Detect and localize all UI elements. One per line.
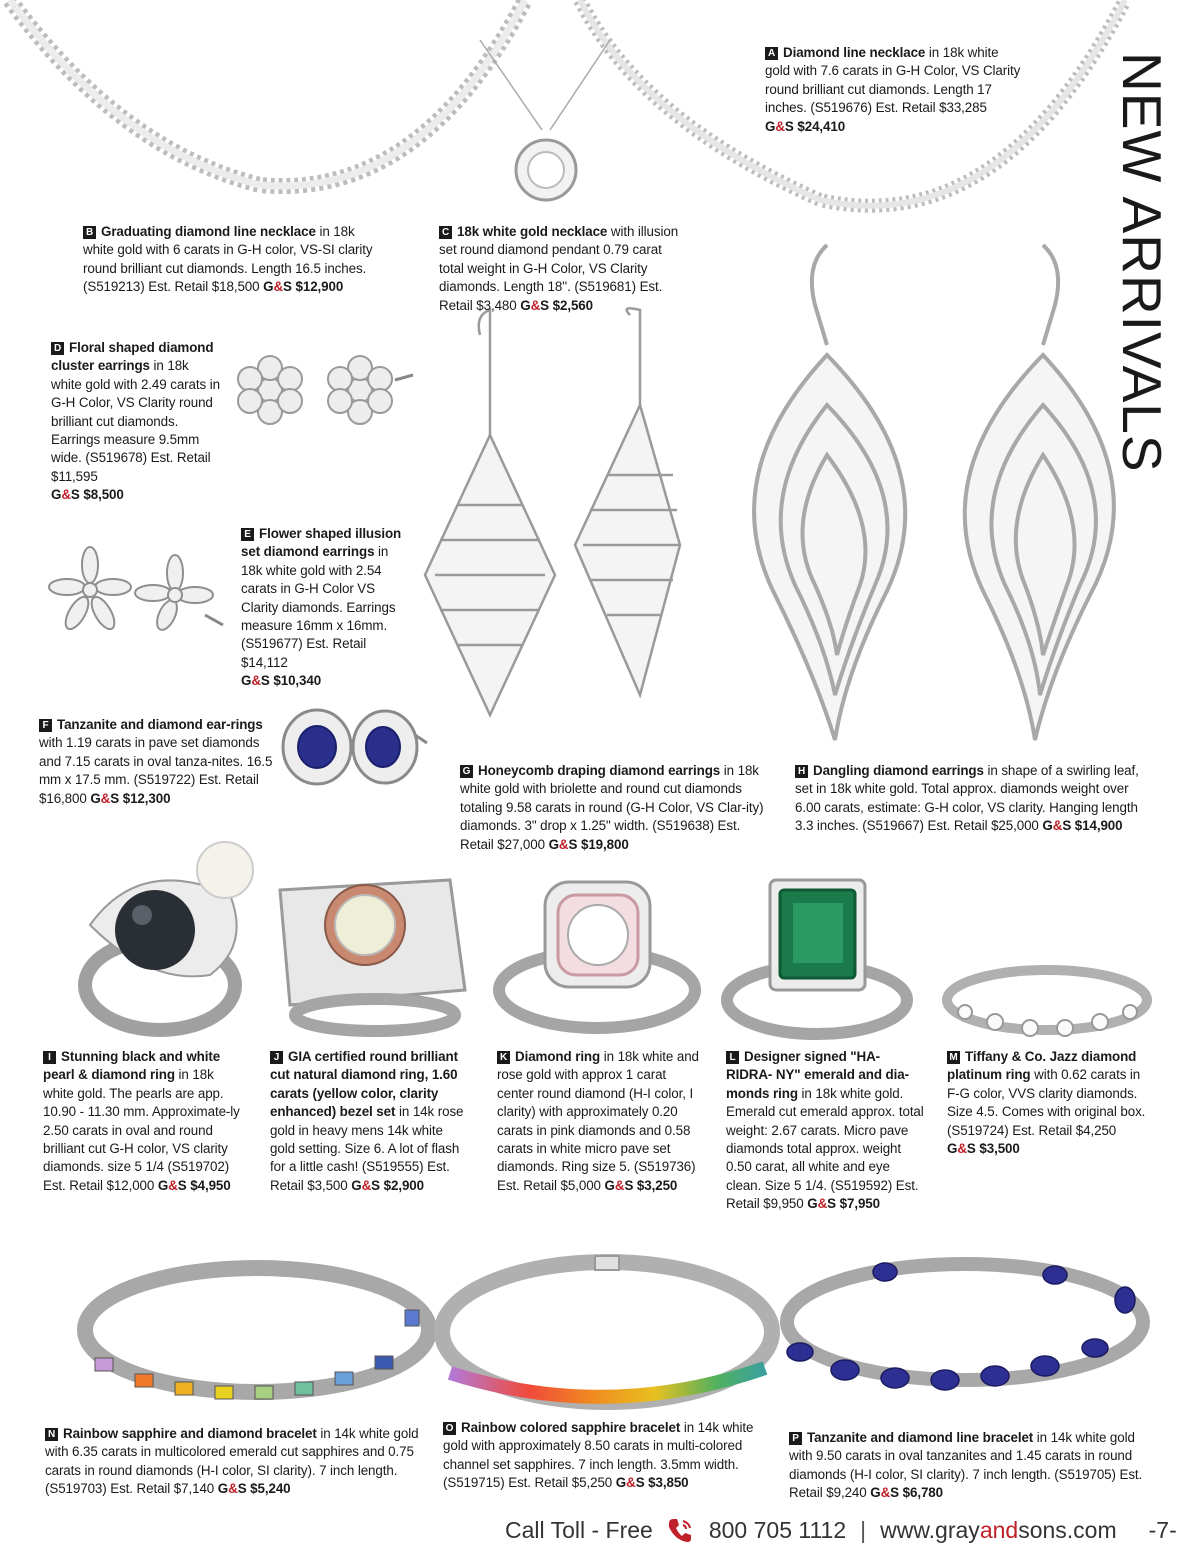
- page-number: -7-: [1148, 1516, 1177, 1543]
- item-o-description: O Rainbow colored sapphire bracelet in 14k white gold with approximately 8.50 carats in multi-colored channel set sapphires. 7 inch length. 3.5mm width. (S519715) Est. Retail $5,250 G&S $3,850: [443, 1420, 754, 1491]
- item-price: $3,250: [636, 1177, 678, 1193]
- item-desc: with 0.62 carats in F-G color, VVS clarity diamonds. Size 4.5. Comes with original box. (S519724) Est. Retail $4,250: [947, 1067, 1146, 1138]
- item-price: $24,410: [797, 118, 846, 134]
- item-price: $6,780: [902, 1485, 943, 1501]
- item-c-description: C 18k white gold necklace with illusion set round diamond pendant 0.79 carat total weight in G-H Color, VS Clarity diamonds. Length 18''. (S519681) Est. Retail $3,480 G&S $2,560: [439, 224, 679, 313]
- item-title: GIA certified round brilliant cut natural diamond ring, 1.60 carats (yellow color, clarity enhanced) bezel set: [270, 1049, 458, 1120]
- item-price: $3,850: [648, 1475, 689, 1491]
- item-price: $19,800: [580, 836, 629, 852]
- item-n-description: N Rainbow sapphire and diamond bracelet in 14k white gold with 6.35 carats in multicolored emerald cut sapphires and 0.75 carats in round diamonds (H-I color, SI clarity). 7 inch length. (S519703) Est. Retail $7,140 G&S $5,240: [45, 1426, 419, 1497]
- item-title: Stunning black and white pearl & diamond ring: [43, 1049, 221, 1083]
- ring-m-image: [940, 960, 1155, 1040]
- new-arrivals-title: NEW ARRIVALS: [1111, 52, 1173, 473]
- item-letter-badge: C: [439, 226, 452, 239]
- item-price: $3,500: [979, 1141, 1020, 1157]
- item-desc: with 1.19 carats in pave set diamonds and 7.15 carats in oval tanza-nites. 16.5 mm x 17.5 mm. (S519722) Est. Retail $16,800: [39, 735, 273, 806]
- item-price: $10,340: [273, 673, 322, 689]
- item-f-description: F Tanzanite and diamond ear-rings with 1.19 carats in pave set diamonds and 7.15 carats in oval tanza-nites. 16.5 mm x 17.5 mm. (S519722) Est. Retail $16,800 G&S $12,300: [39, 717, 273, 806]
- item-letter-badge: N: [45, 1428, 58, 1441]
- item-k-description: K Diamond ring in 18k white and rose gold with approx 1 carat center round diamond (H-I color, I clarity) with approximately 0.20 carats in pink diamonds and 0.58 carats in white micro pave set diamonds. Ring size 5. (S519736) Est. Retail $5,000 G&S $3,250: [497, 1049, 699, 1193]
- item-desc: in 18k white and rose gold with approx 1 carat center round diamond (H-I color, I clarity) with approximately 0.20 carats in pink diamonds and 0.58 carats in white micro pave set diamonds. Ring size 5. (S519736) Est. Retail $5,000: [497, 1049, 699, 1193]
- item-title: Rainbow sapphire and diamond bracelet: [63, 1426, 317, 1441]
- item-title: Dangling diamond earrings: [813, 763, 984, 778]
- item-letter-badge: M: [947, 1051, 960, 1064]
- item-letter-badge: L: [726, 1051, 739, 1064]
- item-price: $12,900: [295, 279, 344, 295]
- item-letter-badge: A: [765, 47, 778, 60]
- item-price: $2,900: [383, 1177, 424, 1193]
- necklace-c-image: [470, 0, 630, 210]
- item-l-description: L Designer signed "HA-RIDRA- NY" emerald and dia-monds ring in 18k white gold. Emerald cut emerald approx. total weight: 2.67 carats. Micro pave diamonds total approx. weight 0.50 carat, all white and eye clean. Size 5 1/4. (S519592) Est. Retail $9,950 G&S $7,950: [726, 1049, 924, 1212]
- item-letter-badge: E: [241, 528, 254, 541]
- item-letter-badge: H: [795, 765, 808, 778]
- item-desc: in 18k white gold with 2.49 carats in G-H Color, VS Clarity round brilliant cut diamonds. Earrings measure 9.5mm wide. (S519678) Est. Retail $11,595: [51, 358, 220, 484]
- item-letter-badge: K: [497, 1051, 510, 1064]
- necklace-b-image: [0, 0, 540, 200]
- earrings-h-image: [715, 235, 1145, 750]
- earrings-f-image: [275, 705, 430, 790]
- item-letter-badge: D: [51, 342, 64, 355]
- item-letter-badge: B: [83, 226, 96, 239]
- website-url[interactable]: www.grayandsons.com: [880, 1516, 1117, 1543]
- ring-l-image: [715, 875, 920, 1040]
- item-price: $14,900: [1074, 818, 1123, 834]
- item-d-description: D Floral shaped diamond cluster earrings in 18k white gold with 2.49 carats in G-H Color, VS Clarity round brilliant cut diamonds. Earrings measure 9.5mm wide. (S519678) Est. Retail $11,595 G&S $8,500: [51, 340, 220, 503]
- item-letter-badge: I: [43, 1051, 56, 1064]
- item-h-description: H Dangling diamond earrings in shape of a swirling leaf, set in 18k white gold. Total approx. diamonds weight over 6.00 carats, estimate: G-H color, VS clarity. Hanging length 3.3 inches. (S519667) Est. Retail $25,000 G&S $14,900: [795, 763, 1139, 834]
- bracelet-n-image: [75, 1250, 440, 1410]
- item-letter-badge: O: [443, 1422, 456, 1435]
- item-desc: with illusion set round diamond pendant 0.79 carat total weight in G-H Color, VS Clarity diamonds. Length 18''. (S519681) Est. Retail $3,480: [439, 224, 679, 313]
- item-a-description: A Diamond line necklace in 18k white gold with 7.6 carats in G-H Color, VS Clarity round brilliant cut diamonds. Length 17 inches. (S519676) Est. Retail $33,285 G&S $24,410: [765, 45, 1021, 134]
- item-title: Graduating diamond line necklace: [101, 224, 316, 239]
- item-title: Rainbow colored sapphire bracelet: [461, 1420, 681, 1435]
- bracelet-p-image: [775, 1240, 1155, 1405]
- earrings-e-image: [45, 545, 225, 640]
- item-title: 18k white gold necklace: [457, 224, 608, 239]
- ring-k-image: [490, 870, 705, 1040]
- call-label: Call Toll - Free: [505, 1516, 653, 1543]
- footer: [505, 1513, 1177, 1547]
- item-j-description: J GIA certified round brilliant cut natural diamond ring, 1.60 carats (yellow color, clarity enhanced) bezel set in 14k rose gold in heavy mens 14k white gold setting. Size 6. A lot of flash for a little cash! (S519555) Est. Retail $3,500 G&S $2,900: [270, 1049, 464, 1193]
- item-price: $7,950: [839, 1196, 880, 1212]
- item-title: Diamond line necklace: [783, 45, 926, 60]
- item-letter-badge: P: [789, 1432, 802, 1445]
- item-title: Tiffany & Co. Jazz diamond platinum ring: [947, 1049, 1137, 1083]
- item-desc: in 14k rose gold in heavy mens 14k white gold setting. Size 6. A lot of flash for a little cash! (S519555) Est. Retail $3,500: [270, 1104, 464, 1193]
- item-desc: in 14k white gold with 6.35 carats in multicolored emerald cut sapphires and 0.75 carats in round diamonds (H-I color, SI clarity). 7 inch length. (S519703) Est. Retail $7,140: [45, 1426, 419, 1497]
- item-i-description: I Stunning black and white pearl & diamond ring in 18k white gold. The pearls are app. 10.90 - 11.30 mm. Approximate-ly 2.50 carats in oval and round brilliant cut G-H color, VS clarity diamonds. size 5 1/4 (S519702) Est. Retail $12,000 G&S $4,950: [43, 1049, 240, 1193]
- item-title: Designer signed "HA-RIDRA- NY" emerald and dia-monds ring: [726, 1049, 909, 1101]
- item-desc: in 18k white gold. The pearls are app. 10.90 - 11.30 mm. Approximate-ly 2.50 carats in oval and round brilliant cut G-H color, VS clarity diamonds. size 5 1/4 (S519702) Est. Retail $12,000: [43, 1067, 240, 1193]
- item-letter-badge: J: [270, 1051, 283, 1064]
- item-m-description: M Tiffany & Co. Jazz diamond platinum ring with 0.62 carats in F-G color, VVS clarity diamonds. Size 4.5. Comes with original box. (S519724) Est. Retail $4,250 G&S $3,500: [947, 1049, 1146, 1157]
- item-title: Flower shaped illusion set diamond earrings: [241, 526, 402, 560]
- item-title: Diamond ring: [515, 1049, 601, 1064]
- item-desc: in 14k white gold with 9.50 carats in oval tanzanites and 1.45 carats in round diamonds (H-I color, SI clarity). 7 inch length. (S519705) Est. Retail $9,240: [789, 1430, 1143, 1501]
- item-desc: in 18k white gold. Emerald cut emerald approx. total weight: 2.67 carats. Micro pave diamonds total approx. weight 0.50 carat, all white and eye clean. Size 5 1/4. (S519592) Est. Retail $9,950: [726, 1085, 924, 1212]
- footer-separator: |: [860, 1516, 867, 1543]
- item-title: Honeycomb draping diamond earrings: [478, 763, 721, 778]
- phone-icon: [665, 1515, 695, 1545]
- item-desc: in 14k white gold with approximately 8.50 carats in multi-colored channel set sapphires. 7 inch length. 3.5mm width. (S519715) Est. Retail $5,250: [443, 1420, 754, 1491]
- earrings-d-image: [225, 350, 420, 435]
- ring-i-image: [60, 835, 260, 1040]
- item-desc: in 18k white gold with briolette and round cut diamonds totaling 9.58 carats in round (G-H Color, VS Clar-ity) diamonds. 3" drop x 1.25" width. (S519638) Est. Retail $27,000: [460, 763, 764, 852]
- item-desc: in 18k white gold with 7.6 carats in G-H Color, VS Clarity round brilliant cut diamonds. Length 17 inches. (S519676) Est. Retail $33,285: [765, 45, 1021, 116]
- item-price: $12,300: [122, 790, 171, 806]
- item-e-description: E Flower shaped illusion set diamond earrings in 18k white gold with 2.54 carats in G-H Color VS Clarity diamonds. Earrings measure 16mm x 16mm. (S519677) Est. Retail $14,112 G&S $10,340: [241, 526, 402, 689]
- item-desc: in 18k white gold with 6 carats in G-H color, VS-SI clarity round brilliant cut diamonds. Length 16.5 inches. (S519213) Est. Retail $18,500: [83, 224, 373, 295]
- item-price: $8,500: [83, 487, 124, 503]
- item-b-description: B Graduating diamond line necklace in 18k white gold with 6 carats in G-H color, VS-SI clarity round brilliant cut diamonds. Length 16.5 inches. (S519213) Est. Retail $18,500 G&S $12,900: [83, 224, 373, 295]
- item-price: $4,950: [190, 1177, 231, 1193]
- item-title: Tanzanite and diamond line bracelet: [807, 1430, 1034, 1445]
- item-title: Tanzanite and diamond ear-rings: [57, 717, 263, 732]
- item-desc: in shape of a swirling leaf, set in 18k white gold. Total approx. diamonds weight over 6.00 carats, estimate: G-H color, VS clarity. Hanging length 3.3 inches. (S519667) Est. Retail $25,000: [795, 763, 1139, 834]
- item-desc: in 18k white gold with 2.54 carats in G-H Color VS Clarity diamonds. Earrings measure 16mm x 16mm. (S519677) Est. Retail $14,112: [241, 544, 396, 670]
- bracelet-o-image: [430, 1248, 785, 1416]
- item-letter-badge: F: [39, 719, 52, 732]
- phone-number[interactable]: 800 705 1112: [708, 1516, 847, 1543]
- item-p-description: P Tanzanite and diamond line bracelet in 14k white gold with 9.50 carats in oval tanzanites and 1.45 carats in round diamonds (H-I color, SI clarity). 7 inch length. (S519705) Est. Retail $9,240 G&S $6,780: [789, 1430, 1143, 1501]
- item-price: $2,560: [552, 297, 593, 313]
- earrings-g-image: [415, 305, 685, 745]
- item-title: Floral shaped diamond cluster earrings: [51, 340, 214, 374]
- item-letter-badge: G: [460, 765, 473, 778]
- item-g-description: G Honeycomb draping diamond earrings in 18k white gold with briolette and round cut diamonds totaling 9.58 carats in round (G-H Color, VS Clar-ity) diamonds. 3" drop x 1.25" width. (S519638) Est. Retail $27,000 G&S $19,800: [460, 763, 764, 852]
- item-price: $5,240: [250, 1481, 291, 1497]
- ring-j-image: [270, 870, 470, 1035]
